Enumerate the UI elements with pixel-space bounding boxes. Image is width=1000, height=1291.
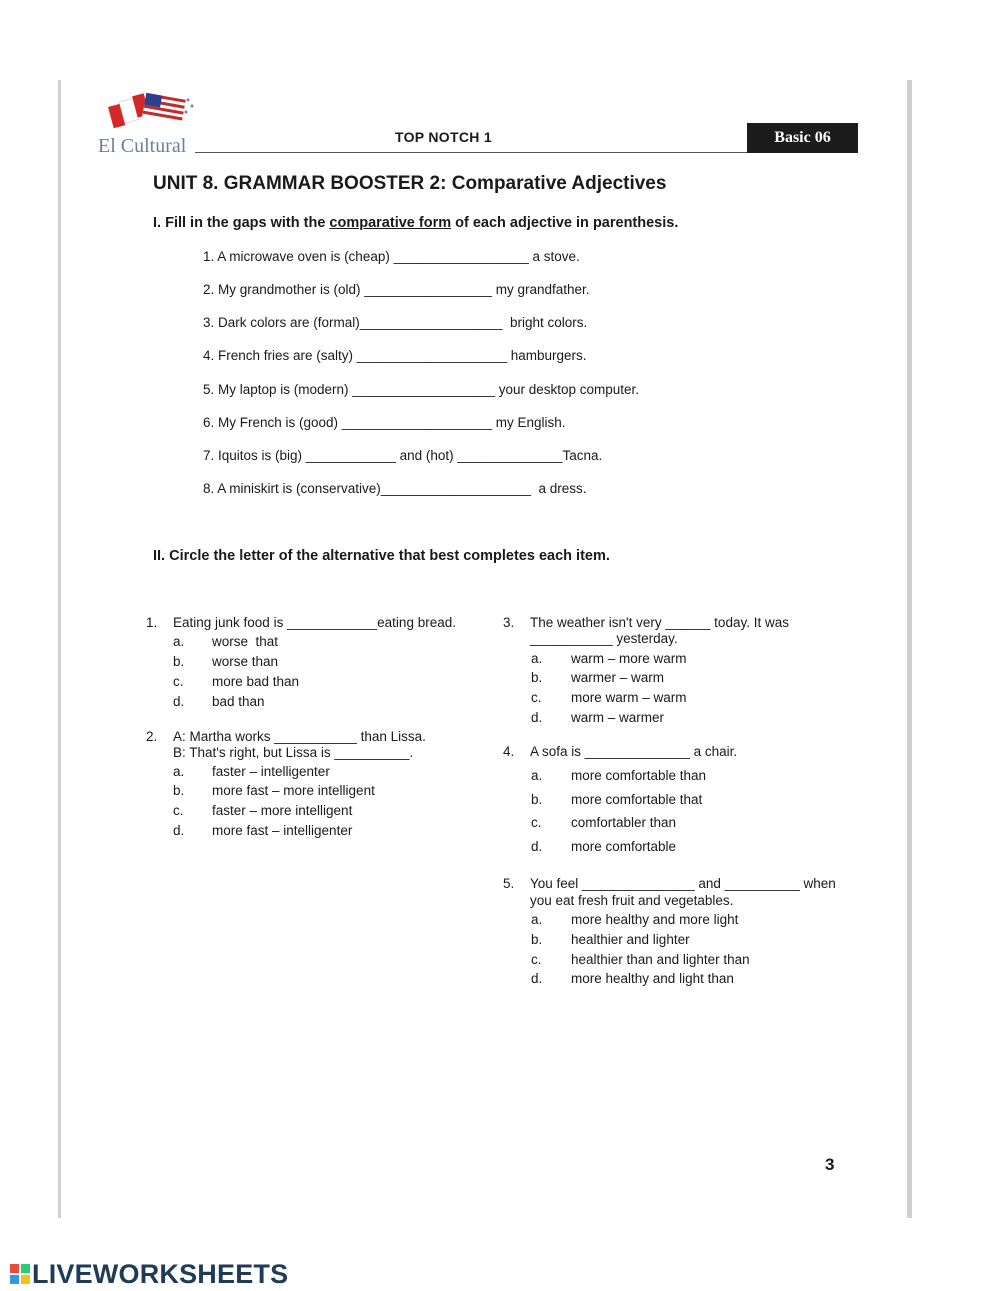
q1-option-b: worse than	[212, 654, 279, 669]
q3-number: 3.	[503, 615, 515, 630]
q5-option-c: healthier than and lighter than	[571, 952, 750, 967]
q1-option-a: worse that	[212, 634, 279, 649]
q1-option-c-letter[interactable]: c.	[173, 674, 184, 689]
q1-number: 1.	[146, 615, 158, 630]
q2-option-d-letter[interactable]: d.	[173, 823, 185, 838]
q3-option-a: warm – more warm	[571, 651, 687, 666]
q3-option-d-letter[interactable]: d.	[531, 710, 543, 725]
q5-stem-line1: You feel _______________ and __________ when	[530, 876, 836, 891]
q4-option-a: more comfortable than	[571, 768, 707, 783]
fill-item-4: 4. French fries are (salty) ____________________ hamburgers.	[203, 348, 587, 363]
q3-option-a-letter[interactable]: a.	[531, 651, 543, 666]
q5-option-b: healthier and lighter	[571, 932, 690, 947]
q1-option-d-letter[interactable]: d.	[173, 694, 185, 709]
book-title: TOP NOTCH 1	[395, 129, 492, 145]
q2-option-b-letter[interactable]: b.	[173, 783, 185, 798]
q5-stem-line2: you eat fresh fruit and vegetables.	[530, 893, 734, 908]
fill-item-3: 3. Dark colors are (formal)___________________ bright colors.	[203, 315, 588, 330]
fill-item-6: 6. My French is (good) ____________________ my English.	[203, 415, 566, 430]
q5-option-d-letter[interactable]: d.	[531, 971, 543, 986]
page-border-right	[907, 80, 912, 1218]
footer-brand[interactable]: LIVEWORKSHEETS	[32, 1259, 289, 1289]
q4-option-b-letter[interactable]: b.	[531, 792, 543, 807]
q4-option-d-letter[interactable]: d.	[531, 839, 543, 854]
header-rule	[195, 152, 747, 153]
q5-option-a-letter[interactable]: a.	[531, 912, 543, 927]
liveworksheets-logo-icon	[10, 1264, 30, 1284]
q2-option-a-letter[interactable]: a.	[173, 764, 185, 779]
q2-option-a: faster – intelligenter	[212, 764, 330, 779]
q4-stem: A sofa is ______________ a chair.	[530, 744, 738, 759]
q5-option-b-letter[interactable]: b.	[531, 932, 543, 947]
q5-option-d: more healthy and light than	[571, 971, 734, 986]
q3-option-c: more warm – warm	[571, 690, 687, 705]
fill-item-5: 5. My laptop is (modern) ___________________ your desktop computer.	[203, 382, 640, 397]
q3-option-b-letter[interactable]: b.	[531, 670, 543, 685]
logo-text: El Cultural	[98, 135, 187, 157]
q2-stem-line2: B: That's right, but Lissa is __________.	[173, 745, 414, 760]
q4-option-d: more comfortable	[571, 839, 677, 854]
fill-item-2: 2. My grandmother is (old) _________________ my grandfather.	[203, 282, 590, 297]
q4-number: 4.	[503, 744, 515, 759]
q1-option-d: bad than	[212, 694, 265, 709]
q2-stem-line1: A: Martha works ___________ than Lissa.	[173, 729, 426, 744]
q5-option-c-letter[interactable]: c.	[531, 952, 542, 967]
q2-number: 2.	[146, 729, 158, 744]
q4-option-b: more comfortable that	[571, 792, 703, 807]
q3-option-c-letter[interactable]: c.	[531, 690, 542, 705]
q2-option-d: more fast – intelligenter	[212, 823, 353, 838]
q1-option-a-letter[interactable]: a.	[173, 634, 185, 649]
q1-option-c: more bad than	[212, 674, 300, 689]
q4-option-a-letter[interactable]: a.	[531, 768, 543, 783]
level-badge: Basic 06	[747, 123, 858, 153]
fill-item-7: 7. Iquitos is (big) ____________ and (hot) ______________Tacna.	[203, 448, 603, 463]
page-border-left	[58, 80, 61, 1218]
q3-stem-line1: The weather isn't very ______ today. It was	[530, 615, 789, 630]
q2-option-c: faster – more intelligent	[212, 803, 353, 818]
q4-option-c: comfortabler than	[571, 815, 677, 830]
q3-option-b: warmer – warm	[571, 670, 665, 685]
q3-option-d: warm – warmer	[571, 710, 665, 725]
q1-stem: Eating junk food is ____________eating bread.	[173, 615, 456, 630]
fill-item-1: 1. A microwave oven is (cheap) __________________ a stove.	[203, 249, 580, 264]
page-number: 3	[825, 1155, 835, 1174]
section1-heading: I. Fill in the gaps with the comparative form of each adjective in parenthesis.	[153, 215, 679, 231]
unit-title: UNIT 8. GRAMMAR BOOSTER 2: Comparative Adjectives	[153, 173, 667, 194]
flags-logo-icon	[108, 92, 198, 136]
section2-heading: II. Circle the letter of the alternative that best completes each item.	[153, 548, 610, 564]
q1-option-b-letter[interactable]: b.	[173, 654, 185, 669]
q5-number: 5.	[503, 876, 515, 891]
fill-item-8: 8. A miniskirt is (conservative)____________________ a dress.	[203, 481, 587, 496]
q3-stem-line2: ___________ yesterday.	[530, 631, 678, 646]
q2-option-c-letter[interactable]: c.	[173, 803, 184, 818]
q4-option-c-letter[interactable]: c.	[531, 815, 542, 830]
q5-option-a: more healthy and more light	[571, 912, 739, 927]
q2-option-b: more fast – more intelligent	[212, 783, 375, 798]
